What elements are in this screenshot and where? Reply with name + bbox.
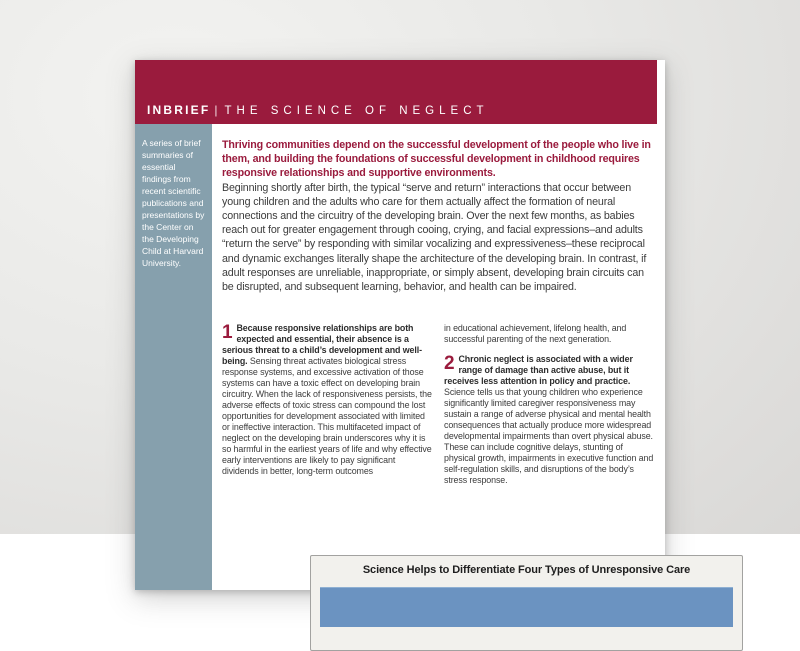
column-left <box>222 323 433 490</box>
document-title: THE SCIENCE OF NEGLECT <box>224 105 489 117</box>
lead-statement: Thriving communities depend on the successful development of the people who live in them, and building the foundations of successful development in childhood requires responsive relationships and supportive environments. <box>222 139 651 180</box>
two-column-section <box>222 323 656 490</box>
document-page <box>135 60 691 590</box>
series-description: A series of brief summaries of essential findings from recent scientific publications and presentations by the Center on the Developing Child at Harvard University. <box>142 138 205 268</box>
masthead-bar <box>135 60 657 124</box>
point-2-number: 2 <box>444 353 455 374</box>
masthead-separator: | <box>214 103 218 117</box>
point-1 <box>222 323 433 477</box>
point-1-number: 1 <box>222 322 233 343</box>
column-right <box>444 323 655 490</box>
point-2-body: Science tells us that young children who experience significantly limited caregiver responsiveness may sustain a range of adverse physical and mental health consequences that actually produce more widespread developmental impairments than overt physical abuse. These can include cognitive delays, stunting of physical growth, impairments in executive function and self-regulation skills, and disruptions of the body’s stress response. <box>444 387 654 485</box>
point-2-lead: Chronic neglect is associated with a wider range of damage than active abuse, but it receives less attention in policy and practice. <box>444 354 633 386</box>
point-1-continued: in educational achievement, lifelong health, and successful parenting of the next generation. <box>444 323 627 344</box>
brand-name: INBRIEF <box>147 103 211 117</box>
point-2 <box>444 354 655 486</box>
intro-paragraph: Beginning shortly after birth, the typical “serve and return” interactions that occur between young children and the adults who care for them actually affect the formation of neural connections and the circuitry of the developing brain. Over the next few months, as babies reach out for greater engagement through cooing, crying, and facial expressions–and adults “return the serve” by responding with similar vocalizing and expressiveness–these reciprocal and dynamic exchanges literally shape the architecture of the developing brain. In contrast, if adult responses are unreliable, inappropriate, or simply absent, developing brain circuits can be disrupted, and subsequent learning, behavior, and health can be impaired. <box>222 181 647 294</box>
figure-header-bar <box>320 587 733 627</box>
series-sidebar <box>135 124 212 590</box>
figure-box <box>310 555 743 651</box>
point-1-body: Sensing threat activates biological stress response systems, and excessive activation of those systems can have a toxic effect on developing brain circuitry. When the lack of responsiveness persists, the adverse effects of toxic stress can compound the lost opportunities for development associated with limited or ineffective interaction. This multifaceted impact of neglect on the developing brain underscores why it is so harmful in the earliest years of life and why effective early interventions are likely to pay significant dividends in better, long-term outcomes <box>222 356 432 476</box>
main-content <box>222 124 691 576</box>
figure-title: Science Helps to Differentiate Four Types of Unresponsive Care <box>362 564 691 576</box>
point-1-lead: Because responsive relationships are both expected and essential, their absence is a serious threat to a child’s development and well-being. <box>222 323 422 366</box>
